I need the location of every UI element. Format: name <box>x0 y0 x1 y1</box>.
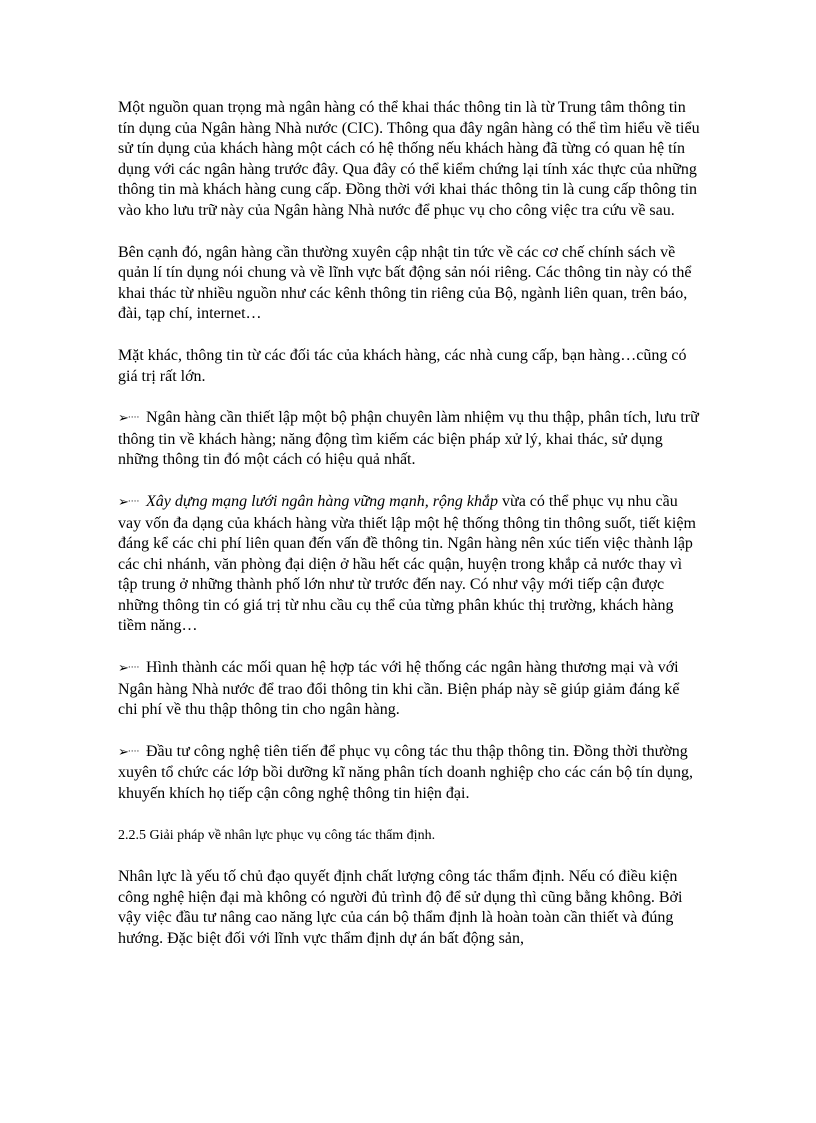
paragraph-policy-updates: Bên cạnh đó, ngân hàng cần thường xuyên cập nhật tin tức về các cơ chế chính sách về quản lí tín dụng nói chung và về lĩnh vực bất động sản nói riêng. Các thông tin này có thể khai thác từ nhiều nguồn như các kênh thông tin riêng của Bộ, ngành liên quan, trên báo, đài, tạp chí, internet… <box>118 243 692 323</box>
bullet-text: vừa có thể phục vụ nhu cầu vay vốn đa dạng của khách hàng vừa thiết lập một hệ thống thông tin thông suốt, tiết kiệm đáng kể các chi phí liên quan đến vấn đề thông tin. Ngân hàng nên xúc tiến việc thành lập các chi nhánh, văn phòng đại diện ở hầu hết các quận, huyện trong khắp cả nước thay vì tập trung ở những thành phố lớn như từ trước đến nay. Có như vậy mới tiếp cận được những thông tin có giá trị từ nhu cầu cụ thể của từng phân khúc thị trường, khách hàng tiềm năng… <box>118 492 696 635</box>
paragraph-cic-source: Một nguồn quan trọng mà ngân hàng có thể khai thác thông tin là từ Trung tâm thông tin tín dụng của Ngân hàng Nhà nước (CIC). Thông qua đây ngân hàng có thể tìm hiểu về tiểu sử tín dụng của khách hàng một cách có hệ thống nếu khách hàng đã từng có quan hệ tín dụng với các ngân hàng trước đây. Qua đây có thể kiểm chứng lại tính xác thực của những thông tin mà khách hàng cung cấp. Đồng thời với khai thác thông tin là cung cấp thông tin vào kho lưu trữ này của Ngân hàng Nhà nước để phục vụ cho công việc tra cứu về sau. <box>118 99 700 219</box>
bullet-item-technology <box>118 742 700 805</box>
arrow-bullet-icon: ➢···· <box>118 661 140 677</box>
bullet-item-info-department <box>118 408 700 471</box>
arrow-bullet-icon: ➢···· <box>118 494 140 510</box>
arrow-bullet-icon: ➢···· <box>118 411 140 427</box>
arrow-bullet-icon: ➢···· <box>118 744 140 760</box>
bullet-text: Hình thành các mối quan hệ hợp tác với hệ thống các ngân hàng thương mại và với Ngân hàng Nhà nước để trao đổi thông tin khi cần. Biện pháp này sẽ giúp giảm đáng kể chi phí về thu thập thông tin cho ngân hàng. <box>118 659 680 719</box>
paragraph-human-resources: Nhân lực là yếu tố chủ đạo quyết định chất lượng công tác thẩm định. Nếu có điều kiện công nghệ hiện đại mà không có người đủ trình độ để sử dụng thì cũng bằng không. Bởi vậy việc đầu tư nâng cao năng lực của cán bộ thẩm định là hoàn toàn cần thiết và đúng hướng. Đặc biệt đối với lĩnh vực thẩm định dự án bất động sản, <box>118 868 683 947</box>
bullet-text: Đầu tư công nghệ tiên tiến để phục vụ công tác thu thập thông tin. Đồng thời thường xuyên tổ chức các lớp bồi dưỡng kĩ năng phân tích doanh nghiệp cho các cán bộ tín dụng, khuyến khích họ tiếp cận công nghệ thông tin hiện đại. <box>118 742 693 803</box>
document-page <box>118 98 700 971</box>
paragraph-partner-info: Mặt khác, thông tin từ các đối tác của khách hàng, các nhà cung cấp, bạn hàng…cũng có giá trị rất lớn. <box>118 346 687 385</box>
bullet-item-network <box>118 492 700 637</box>
section-heading: 2.2.5 Giải pháp về nhân lực phục vụ công tác thẩm định. <box>118 827 436 843</box>
bullet-item-cooperation <box>118 658 700 721</box>
bullet-italic-lead: Xây dựng mạng lưới ngân hàng vững mạnh, rộng khắp <box>146 492 499 510</box>
bullet-text: Ngân hàng cần thiết lập một bộ phận chuyên làm nhiệm vụ thu thập, phân tích, lưu trữ thông tin về khách hàng; năng động tìm kiếm các biện pháp xử lý, khai thác, sử dụng những thông tin đó một cách có hiệu quả nhất. <box>118 409 699 469</box>
